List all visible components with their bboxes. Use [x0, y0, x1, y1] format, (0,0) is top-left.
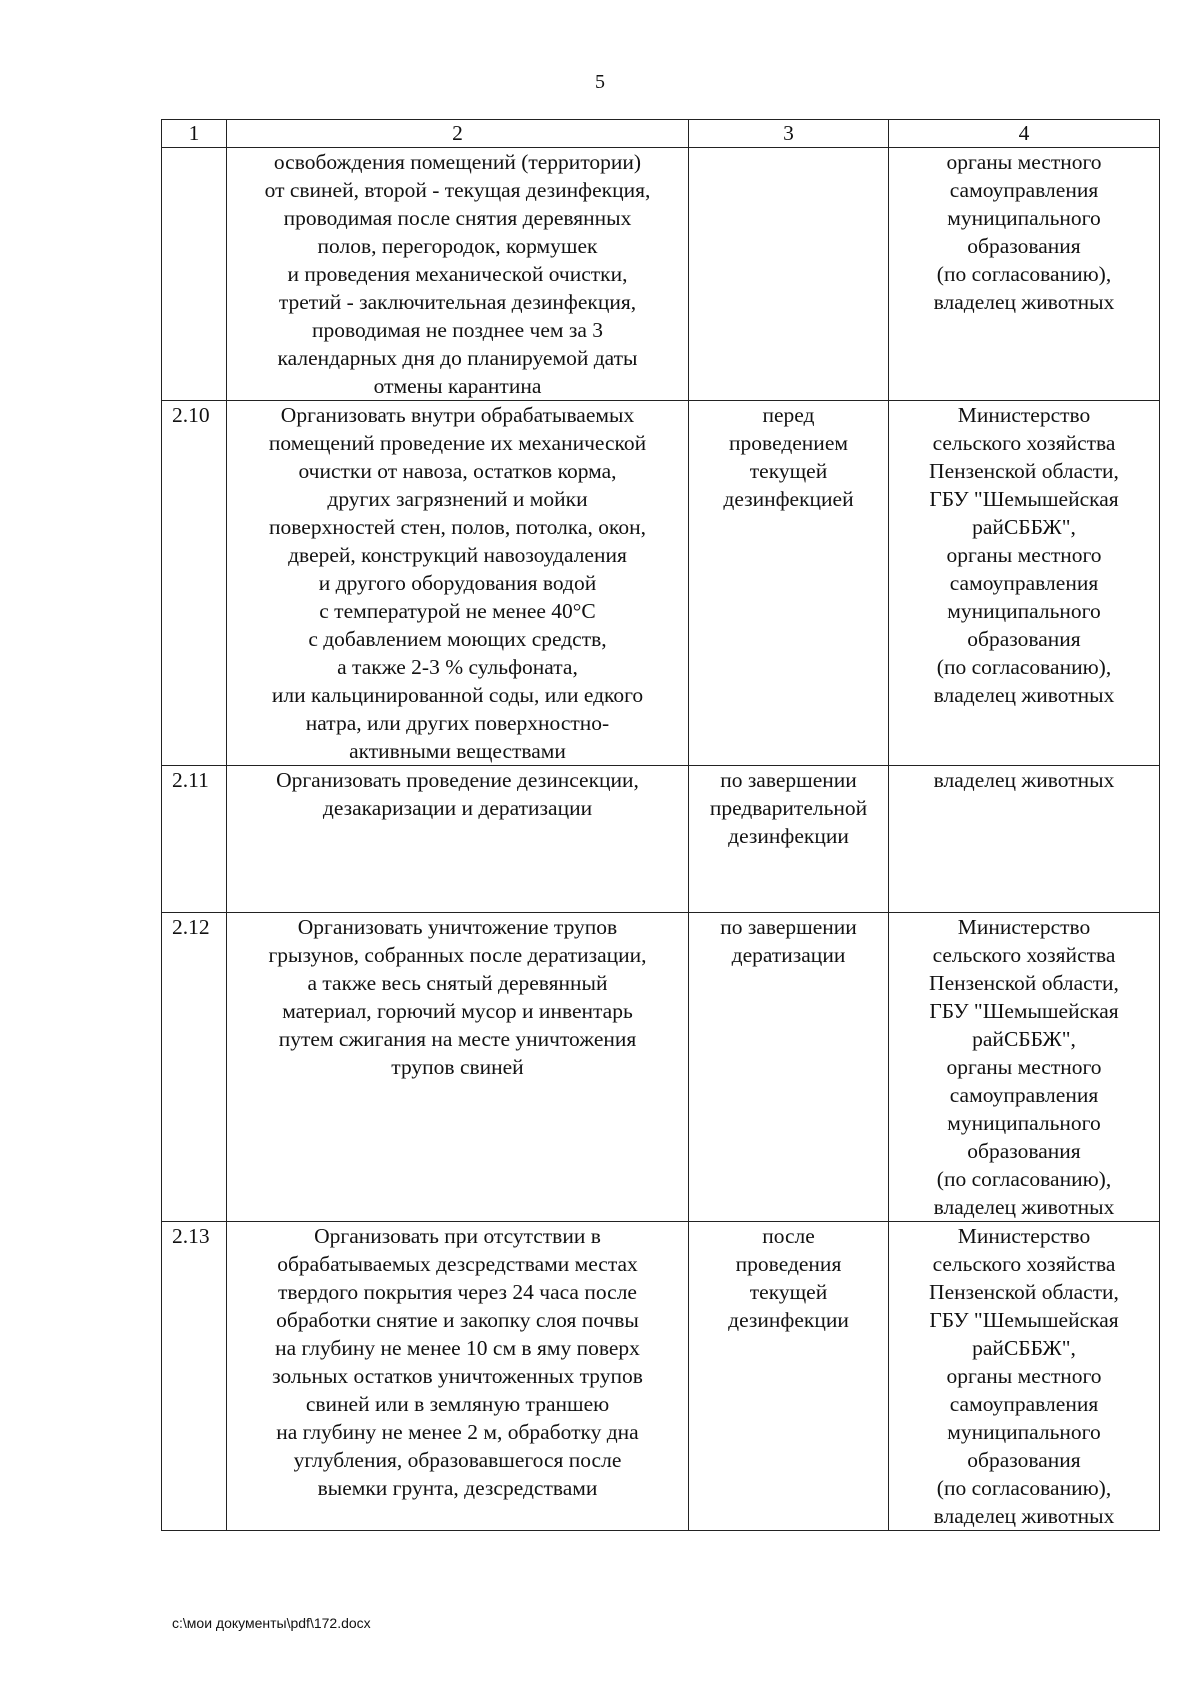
action-cell: освобождения помещений (территории) от свиней, второй - текущая дезинфекция, проводимая после снятия деревянных полов, перегородок, кормушек и проведения механической очистки, третий - заключительная дезинфекция, проводимая не позднее чем за 3 календарных дня до планируемой даты отмены карантина — [227, 148, 689, 401]
responsible-cell: Министерство сельского хозяйства Пензенской области, ГБУ "Шемышейская райСББЖ", органы местного самоуправления муниципального образования (по согласованию), владелец животных — [889, 401, 1160, 766]
action-cell: Организовать внутри обрабатываемых помещений проведение их механической очистки от навоза, остатков корма, других загрязнений и мойки поверхностей стен, полов, потолка, окон, дверей, конструкций навозоудаления и другого оборудования водой с температурой не менее 40°С с добавлением моющих средств, а также 2-3 % сульфоната, или кальцинированной соды, или едкого натра, или других поверхностно- активными веществами — [227, 401, 689, 766]
term-cell — [689, 148, 889, 401]
term-cell: после проведения текущей дезинфекции — [689, 1222, 889, 1531]
header-cell-4: 4 — [889, 120, 1160, 148]
term-cell: по завершении дератизации — [689, 913, 889, 1222]
table-row — [162, 766, 1160, 913]
action-cell: Организовать уничтожение трупов грызунов, собранных после дератизации, а также весь снятый деревянный материал, горючий мусор и инвентарь путем сжигания на месте уничтожения трупов свиней — [227, 913, 689, 1222]
header-cell-1: 1 — [162, 120, 227, 148]
table-row — [162, 1222, 1160, 1531]
action-cell: Организовать проведение дезинсекции, дезакаризации и дератизации — [227, 766, 689, 913]
table-row — [162, 913, 1160, 1222]
responsible-cell: органы местного самоуправления муниципального образования (по согласованию), владелец животных — [889, 148, 1160, 401]
row-number-cell: 2.10 — [162, 401, 227, 766]
header-cell-2: 2 — [227, 120, 689, 148]
term-cell: перед проведением текущей дезинфекцией — [689, 401, 889, 766]
row-number-cell: 2.11 — [162, 766, 227, 913]
row-number-cell: 2.13 — [162, 1222, 227, 1531]
responsible-cell: Министерство сельского хозяйства Пензенской области, ГБУ "Шемышейская райСББЖ", органы местного самоуправления муниципального образования (по согласованию), владелец животных — [889, 1222, 1160, 1531]
row-number-cell: 2.12 — [162, 913, 227, 1222]
row-number-cell — [162, 148, 227, 401]
responsible-cell: Министерство сельского хозяйства Пензенской области, ГБУ "Шемышейская райСББЖ", органы местного самоуправления муниципального образования (по согласованию), владелец животных — [889, 913, 1160, 1222]
table-row — [162, 401, 1160, 766]
table-header-row — [162, 120, 1160, 148]
page-number: 5 — [595, 71, 605, 93]
table-row — [162, 148, 1160, 401]
measures-table — [161, 119, 1160, 1531]
term-cell: по завершении предварительной дезинфекции — [689, 766, 889, 913]
header-cell-3: 3 — [689, 120, 889, 148]
action-cell: Организовать при отсутствии в обрабатываемых дезсредствами местах твердого покрытия через 24 часа после обработки снятие и закопку слоя почвы на глубину не менее 10 см в яму поверх зольных остатков уничтоженных трупов свиней или в земляную траншею на глубину не менее 2 м, обработку дна углубления, образовавшегося после выемки грунта, дезсредствами — [227, 1222, 689, 1531]
footer-file-path: c:\мои документы\pdf\172.docx — [172, 1615, 371, 1631]
responsible-cell: владелец животных — [889, 766, 1160, 913]
